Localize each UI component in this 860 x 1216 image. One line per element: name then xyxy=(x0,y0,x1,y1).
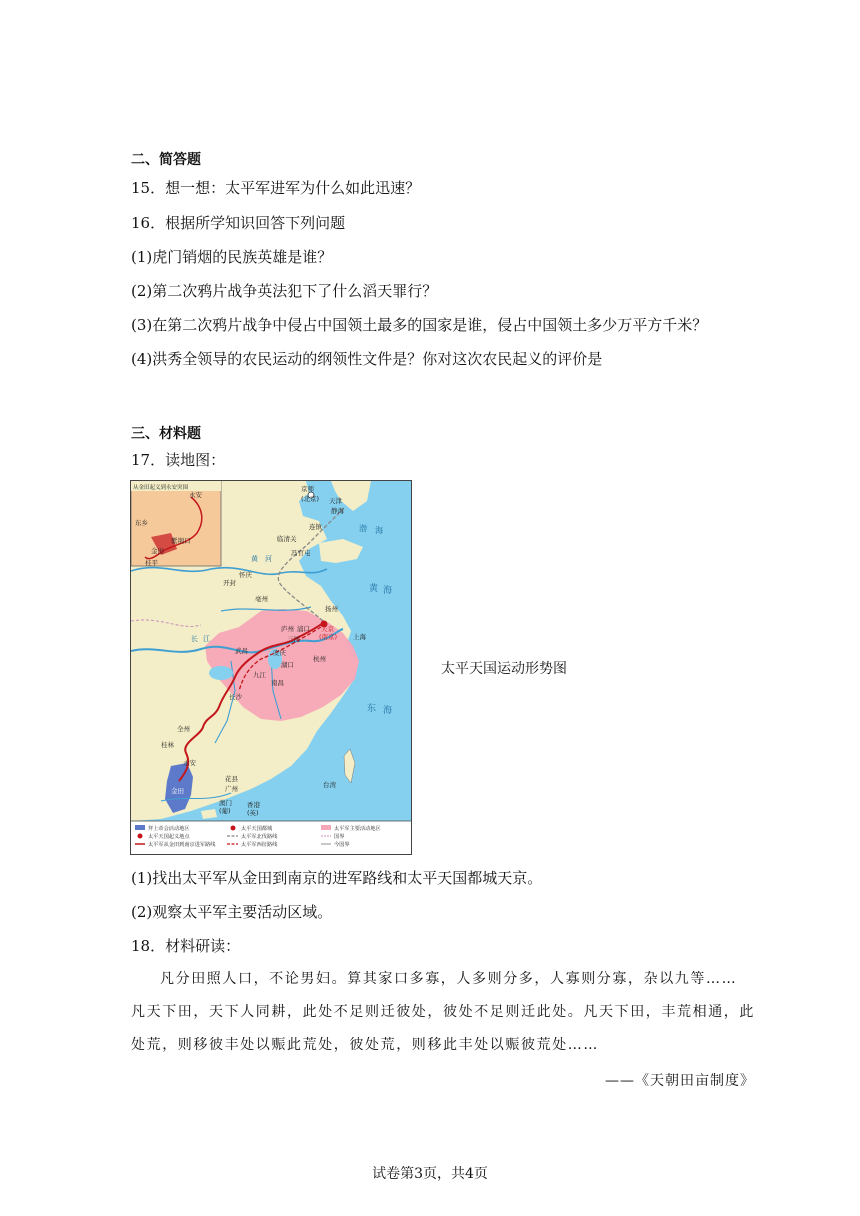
label-luzhou: 庐州 xyxy=(281,625,294,633)
label-yangzhou: 扬州 xyxy=(325,605,338,613)
label-beijing: (北京) xyxy=(301,495,320,503)
label-jintian: 金田 xyxy=(171,787,184,795)
label-bozhou: 亳州 xyxy=(255,595,268,603)
legend-swatch-7 xyxy=(321,825,331,830)
label-hangzhou: 杭州 xyxy=(313,655,326,663)
legend-swatch-1 xyxy=(135,825,145,830)
label-anqing: 安庆 xyxy=(273,649,286,657)
label-aomen: 澳门 xyxy=(219,799,232,807)
label-changsha: 长沙 xyxy=(229,693,242,701)
label-guilin: 桂林 xyxy=(161,741,174,749)
label-jiang: 江 xyxy=(203,635,210,643)
label-huanghai-2: 海 xyxy=(383,586,393,596)
legend-item-5: 太平军北伐路线 xyxy=(241,834,278,840)
label-jiujiang: 九江 xyxy=(253,671,266,679)
legend-item-3: 太平军从金田到南京进军路线 xyxy=(148,842,216,848)
question-18: 18．材料研读： xyxy=(131,937,241,955)
legend-item-2: 太平天国起义地点 xyxy=(148,834,190,840)
label-kaifeng: 开封 xyxy=(223,579,236,587)
question-16-3: (3)在第二次鸦片战争中侵占中国领土最多的国家是谁，侵占中国领土多少万平方千米？ xyxy=(131,316,708,334)
material-line-2: 凡天下田，天下人同耕，此处不足则迁彼处，彼处不足则迁此处。凡天下田，丰荒相通，此 xyxy=(131,1004,755,1020)
label-huanghai: 黄 xyxy=(369,584,379,594)
label-nanjing: (南京) xyxy=(319,633,338,641)
label-nanchang: 南昌 xyxy=(271,679,284,687)
legend-item-1: 拜上帝会活动地区 xyxy=(148,826,190,832)
label-sanhe: 三河 xyxy=(287,635,300,643)
map-caption: 太平天国运动形势图 xyxy=(441,661,567,677)
label-jintian-inset: 金田 xyxy=(151,547,164,555)
label-zixingkou: 紫荆口 xyxy=(171,537,191,545)
question-16-4: (4)洪秀全领导的农民运动的纲领性文件是？你对这次农民起义的评价是 xyxy=(131,350,603,368)
question-15: 15．想一想：太平军进军为什么如此迅速？ xyxy=(131,179,421,197)
question-17-1: (1)找出太平军从金田到南京的进军路线和太平天国都城天京。 xyxy=(131,869,543,887)
label-huaiqing: 怀庆 xyxy=(239,571,252,579)
question-16-1: (1)虎门销烟的民族英雄是谁？ xyxy=(131,248,333,266)
legend-swatch-4 xyxy=(231,826,236,831)
label-jingshi: 京师 xyxy=(301,485,314,493)
label-puzhou: 浦口 xyxy=(297,625,310,633)
label-jinghai: 静海 xyxy=(331,507,344,515)
label-huaxian: 花县 xyxy=(225,775,238,783)
legend-swatch-2 xyxy=(138,834,143,839)
label-he: 河 xyxy=(265,555,272,563)
label-yongan-inset: 永安 xyxy=(189,491,202,499)
label-changjiang: 长 xyxy=(191,635,198,643)
legend-item-9: 今国界 xyxy=(334,842,350,848)
legend-item-6: 太平军西征路线 xyxy=(241,842,278,848)
label-dongxiang: 东乡 xyxy=(135,519,148,527)
label-linqingguan: 临清关 xyxy=(277,535,297,543)
label-tianjin: 天津 xyxy=(329,497,342,505)
label-wuchang: 武昌 xyxy=(235,647,248,655)
material-source: ——《天朝田亩制度》 xyxy=(605,1073,755,1089)
label-bohai: 渤 xyxy=(359,524,367,533)
taiping-map xyxy=(130,480,412,855)
question-16: 16．根据所学知识回答下列问题 xyxy=(131,214,346,232)
inset-title: 从金田起义到永安突围 xyxy=(133,485,189,491)
question-16-2: (2)第二次鸦片战争英法犯下了什么滔天罪行？ xyxy=(131,282,438,300)
label-guangzhou: 广州 xyxy=(225,785,238,793)
label-macau: (葡) xyxy=(219,807,231,815)
label-tianjing: 天京 xyxy=(321,625,334,633)
question-17-2: (2)观察太平军主要活动区域。 xyxy=(131,903,333,921)
section-heading-short-answer: 二、简答题 xyxy=(131,152,201,168)
label-yongan: 永安 xyxy=(183,759,196,767)
question-17: 17．读地图： xyxy=(131,451,226,469)
label-fengguantun: 冯官屯 xyxy=(291,549,311,557)
label-taiwan: 台湾 xyxy=(323,781,336,789)
label-hukou: 湖口 xyxy=(281,661,294,669)
page-footer: 试卷第3页，共4页 xyxy=(372,1166,488,1182)
legend-item-8: 国界 xyxy=(334,834,345,840)
legend-item-4: 太平天国都城 xyxy=(241,826,273,832)
legend-item-7: 太平军主要活动地区 xyxy=(334,826,381,832)
section-heading-material: 三、材料题 xyxy=(131,426,201,442)
material-line-3: 处荒，则移彼丰处以赈此荒处，彼处荒，则移此丰处以赈彼荒处…… xyxy=(131,1037,599,1053)
label-huanghe: 黄 xyxy=(251,555,258,563)
label-lianzhen: 连镇 xyxy=(309,523,322,531)
label-quanzhou: 全州 xyxy=(177,725,190,733)
material-line-1: 凡分田照人口，不论男妇。算其家口多寡，人多则分多，人寡则分寡，杂以九等…… xyxy=(160,971,738,987)
label-hai: 海 xyxy=(375,526,383,535)
label-xianggang: 香港 xyxy=(247,801,260,809)
label-donghai-2: 海 xyxy=(383,706,393,716)
label-uk: (英) xyxy=(247,809,259,817)
dongting-lake xyxy=(209,666,233,680)
label-donghai: 东 xyxy=(367,704,377,714)
label-shanghai: 上海 xyxy=(353,633,366,641)
label-guiping: 桂平 xyxy=(145,559,158,567)
